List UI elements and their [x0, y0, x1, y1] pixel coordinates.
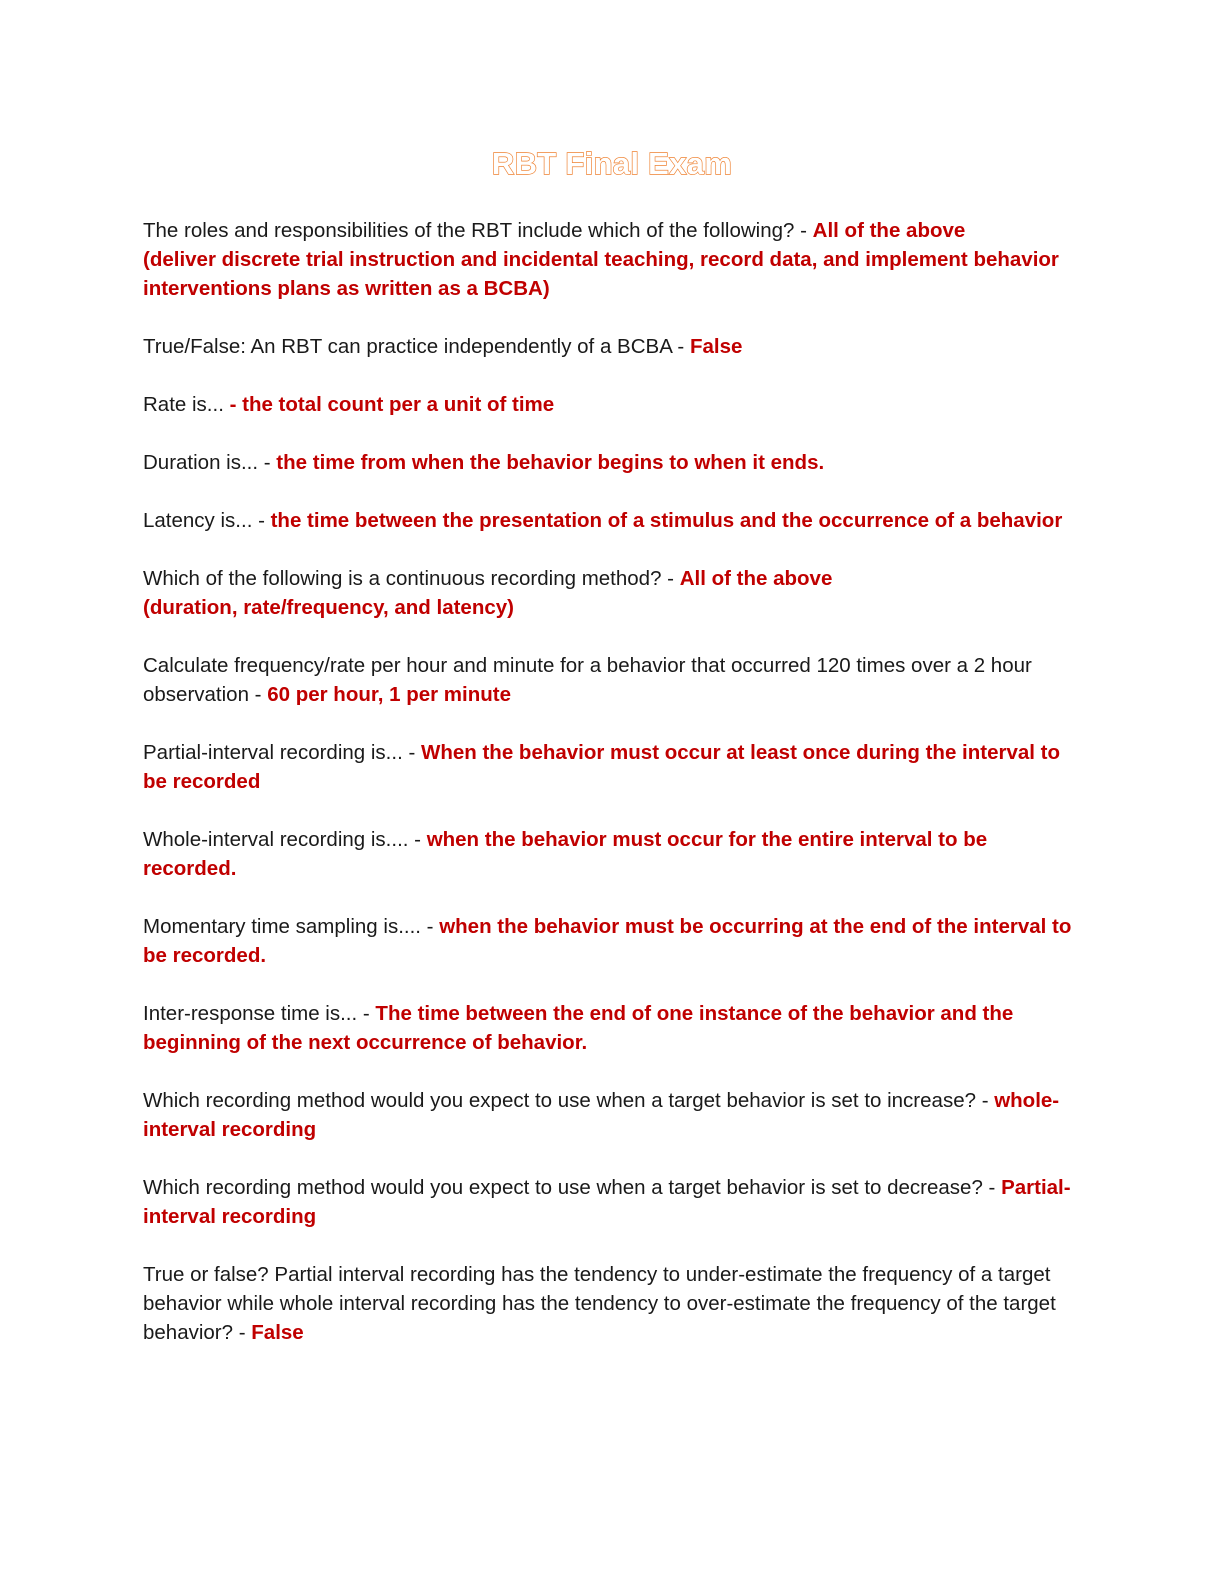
- answer-text: All of the above: [679, 567, 833, 590]
- question-text: Partial-interval recording is... -: [143, 741, 421, 764]
- question-text: Calculate frequency/rate per hour and minute for a behavior that occurred 120 times over a 2 hour observation -: [143, 654, 1032, 706]
- answer-text: when the behavior must be occurring at the end of the interval to be recorded.: [143, 915, 1072, 967]
- answer-text: The time between the end of one instance of the behavior and the beginning of the next occurrence of behavior.: [143, 1002, 1014, 1054]
- question-text: True/False: An RBT can practice independently of a BCBA -: [143, 335, 690, 358]
- question-text: True or false? Partial interval recording has the tendency to under-estimate the frequency of a target behavior while whole interval recording has the tendency to over-estimate the frequency of the target behavior? -: [143, 1263, 1056, 1344]
- question-text: Which recording method would you expect to use when a target behavior is set to increase? -: [143, 1089, 995, 1112]
- answer-text: the time between the presentation of a stimulus and the occurrence of a behavior: [270, 509, 1063, 532]
- question-text: Which of the following is a continuous recording method? -: [143, 567, 680, 590]
- qa-item-8: [143, 738, 1083, 796]
- question-text: Duration is... -: [143, 451, 277, 474]
- qa-item-9: [143, 825, 1083, 883]
- question-text: Momentary time sampling is.... -: [143, 915, 440, 938]
- qa-item-14: [143, 1260, 1083, 1347]
- answer-text: 60 per hour, 1 per minute: [267, 683, 511, 706]
- question-text: Rate is...: [143, 393, 230, 416]
- qa-item-5: [143, 506, 1083, 535]
- qa-item-10: [143, 912, 1083, 970]
- question-text: Inter-response time is... -: [143, 1002, 376, 1025]
- answer-text: Partial-interval recording: [143, 1176, 1071, 1228]
- question-text: Latency is... -: [143, 509, 271, 532]
- answer-text: whole-interval recording: [143, 1089, 1060, 1141]
- qa-item-2: [143, 332, 1083, 361]
- qa-item-12: [143, 1086, 1083, 1144]
- answer-text: When the behavior must occur at least once during the interval to be recorded: [143, 741, 1061, 793]
- question-text: The roles and responsibilities of the RBT include which of the following? -: [143, 219, 813, 242]
- answer-detail: (duration, rate/frequency, and latency): [143, 596, 514, 619]
- question-text: Which recording method would you expect to use when a target behavior is set to decrease? -: [143, 1176, 1002, 1199]
- qa-item-7: [143, 651, 1083, 709]
- qa-item-13: [143, 1173, 1083, 1231]
- qa-list: [143, 216, 1083, 1347]
- answer-text: when the behavior must occur for the entire interval to be recorded.: [143, 828, 988, 880]
- document-title: RBT Final Exam: [491, 146, 733, 181]
- answer-text: the time from when the behavior begins to when it ends.: [276, 451, 825, 474]
- answer-detail: (deliver discrete trial instruction and incidental teaching, record data, and implement behavior interventions plans as written as a BCBA): [143, 248, 1059, 300]
- answer-text: False: [251, 1321, 304, 1344]
- answer-text: False: [689, 335, 743, 358]
- qa-item-6: [143, 564, 1083, 622]
- qa-item-1: [143, 216, 1083, 303]
- qa-item-11: [143, 999, 1083, 1057]
- question-text: Whole-interval recording is.... -: [143, 828, 427, 851]
- answer-text: - the total count per a unit of time: [229, 393, 555, 416]
- answer-text: All of the above: [812, 219, 966, 242]
- qa-item-3: [143, 390, 1083, 419]
- qa-item-4: [143, 448, 1083, 477]
